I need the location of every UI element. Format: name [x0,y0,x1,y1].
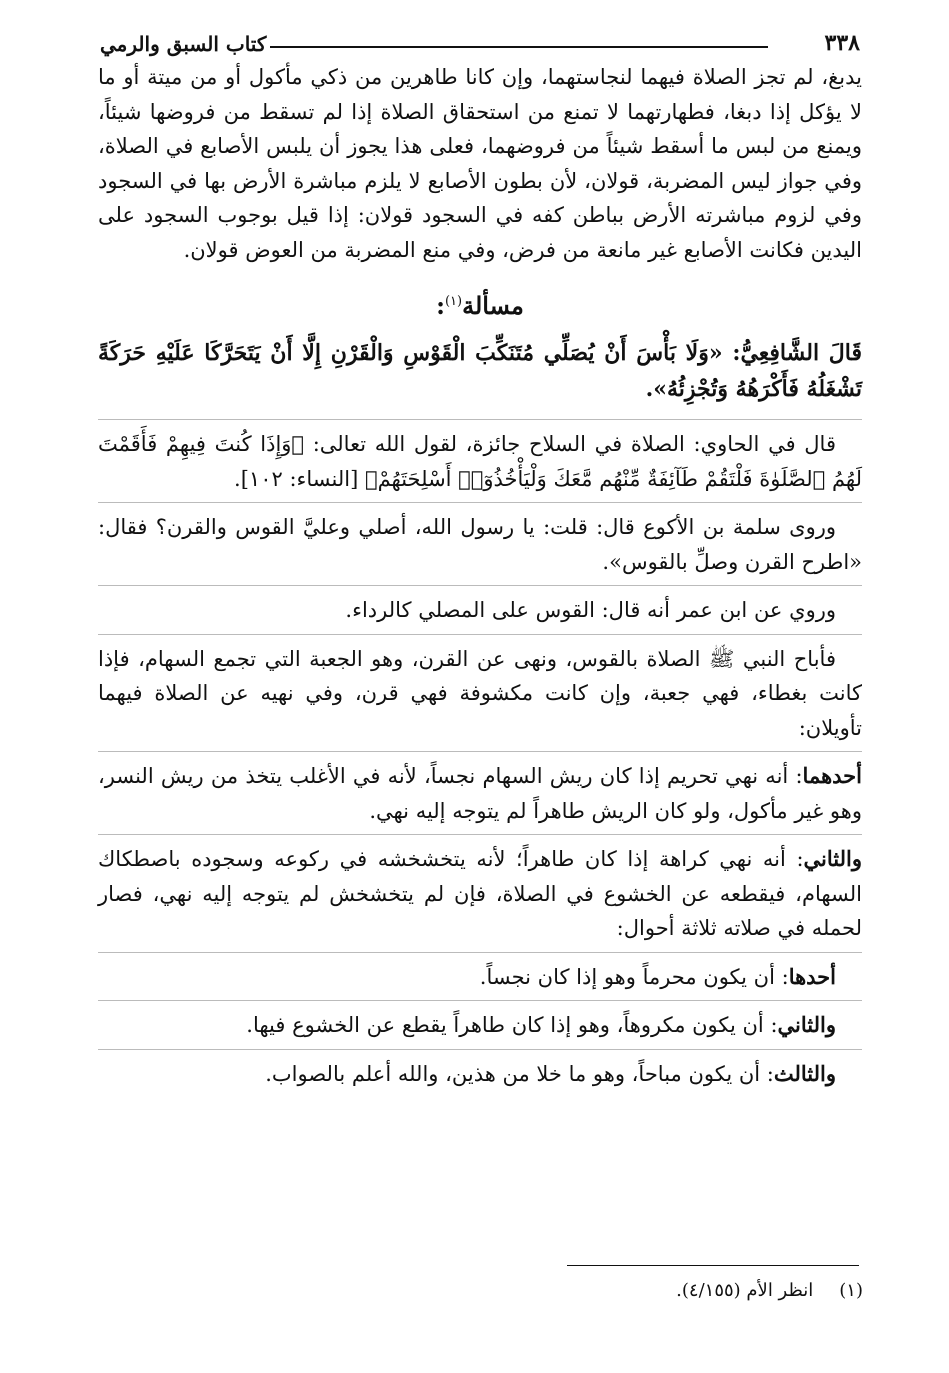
footnote-text: انظر الأم (٤/١٥٥). [676,1280,814,1301]
divider [98,502,862,504]
heading-footnote-ref: (١) [444,294,463,309]
list-item [98,960,862,995]
divider [98,419,862,421]
divider [98,634,862,636]
paragraph-3: وروى سلمة بن الأكوع قال: قلت: يا رسول الله، أصلي وعليَّ القوس والقرن؟ فقال: «اطرح القرن وصلِّ بالقوس». [98,515,862,574]
footnote-rule [567,1265,859,1266]
paragraph-7-text: : أنه نهي كراهة إذا كان طاهراً؛ لأنه يتخشخشه في ركوعه وسجوده باصطكاك السهام، فيقطعه عن الخشوع في الصلاة، فإن لم يتخشخش لم يتوجه إليه نهي، فصار لحمله في صلاته ثلاثة أحوال: [98,847,862,940]
divider [98,834,862,836]
main-text [98,60,862,1091]
heading-colon: : [436,291,445,320]
item-2-term: والثاني [777,1012,836,1037]
paragraph-6-text: : أنه نهي تحريم إذا كان ريش السهام نجساً، لأنه في الأغلب يتخذ من ريش النسر، وهو غير مأكول، ولو كان الريش طاهراً لم يتوجه إليه نهي. [98,764,862,823]
book-title: كتاب السبق والرمي [100,32,267,56]
page-number: ٣٣٨ [824,30,860,56]
footnote [676,1280,863,1301]
item-1-text: : أن يكون محرماً وهو إذا كان نجساً. [479,964,789,989]
divider [98,952,862,954]
item-3-text: : أن يكون مباحاً، وهو ما خلا من هذين، والله أعلم بالصواب. [265,1061,774,1086]
paragraph-1: يدبغ، لم تجز الصلاة فيهما لنجاستهما، وإن كانا طاهرين من ذكي مأكول أو من ميتة أو ما لا يؤكل إذا دبغا، فطهارتهما لا تمنع من استحقاق الصلاة إذا لم تسقط من فروضها شيئاً، ويمنع من لبس ما أسقط شيئاً من فروضهما، فعلى هذا يجوز أن يلبس الأصابع في الصلاة، وفي جواز ليس المضربة، قولان، لأن بطون الأصابع لا يلزم مباشرة الأرض بها في السجود وفي لزوم مباشرته الأرض بباطن كفه في السجود قولان: إذا قيل بوجوب السجود على اليدين فكانت الأصابع غير مانعة من فرض، وفي منع المضربة من العوض قولان. [98,65,862,262]
heading-text: مسألة [462,291,524,320]
divider [98,751,862,753]
divider [98,1049,862,1051]
list-item [98,1057,862,1092]
term-first: أحدهما [802,763,862,788]
term-second: والثاني [803,846,862,871]
header-rule [270,46,768,48]
paragraph-2: قال في الحاوي: الصلاة في السلاح جائزة، لقول الله تعالى: ﴿وَإِذَا كُنتَ فِيهِمْ فَأَقَمْتَ لَهُمُ ٱلصَّلَوٰةَ فَلْتَقُمْ طَآئِفَةٌ مِّنْهُم مَّعَكَ وَلْيَأْخُذُوٓا۟ أَسْلِحَتَهُمْ﴾ [النساء: ١٠٢]. [98,432,862,491]
item-2-text: : أن يكون مكروهاً، وهو إذا كان طاهراً يقطع عن الخشوع فيها. [246,1013,778,1037]
footnote-number: (١) [839,1280,863,1301]
item-1-term: أحدها [788,963,836,989]
item-3-term: والثالث [773,1060,836,1086]
paragraph-6 [98,759,862,828]
section-heading [98,285,862,323]
page-header [100,30,860,64]
divider [98,1000,862,1002]
shafii-quote: قَالَ الشَّافِعِيُّ: «وَلَا بَأْسَ أَنْ يُصَلِّي مُتَنَكِّبَ الْقَوْسِ وَالْقَرْنِ إِلَّا أَنْ يَتَحَرَّكَا عَلَيْهِ حَرَكَةً تَشْغَلُهُ فَأَكْرَهُهُ وَتُجْزِئُهُ». [98,340,862,402]
paragraph-4: وروي عن ابن عمر أنه قال: القوس على المصلي كالرداء. [345,598,836,622]
paragraph-5: فأباح النبي ﷺ الصلاة بالقوس، ونهى عن القرن، وهو الجعبة التي تجمع السهام، فإذا كانت بغطاء، فهي جعبة، وإن كانت مكشوفة فهي قرن، وفي نهيه عن الصلاة فيهما تأويلان: [98,646,862,740]
paragraph-7 [98,842,862,946]
list-item [98,1008,862,1043]
divider [98,585,862,587]
